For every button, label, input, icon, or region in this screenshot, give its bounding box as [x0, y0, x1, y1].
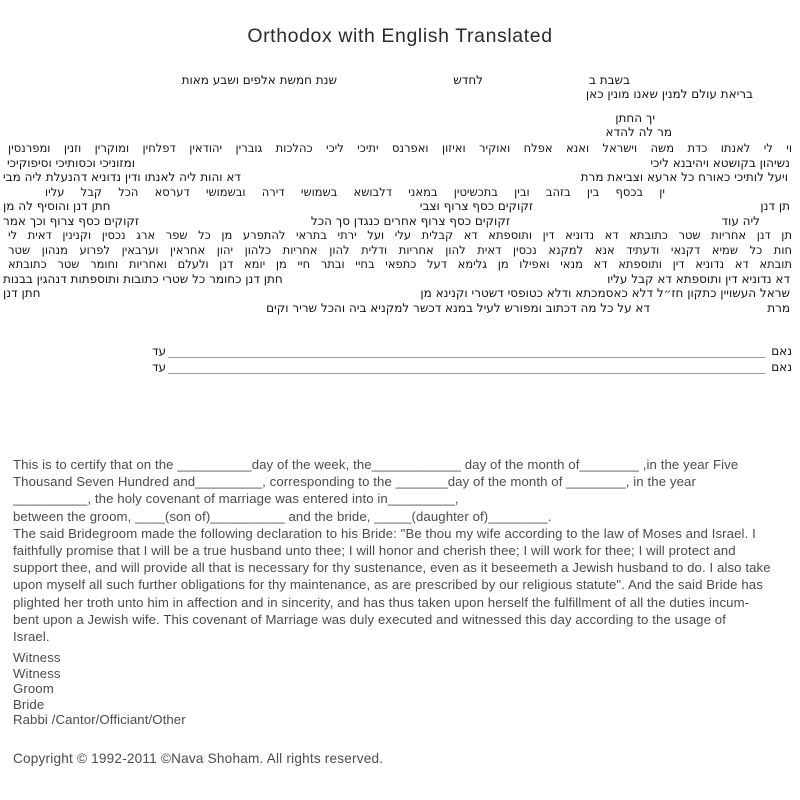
hebrew-fragment: חתן דנן והוסיף לה מן — [3, 199, 111, 213]
witness-signature-line — [168, 357, 765, 358]
hebrew-property-clause: חות כל שמיא דקנאי ודעתיד אנא למקנא נכסין דאית להון אחריות ודלית להון אחריות כלהון יהון אחראין וערבאין לפרוע מנהון שטר — [8, 243, 792, 257]
hebrew-fragment: ומזוניכי וכסותיכי וסיפוקיכי — [7, 156, 135, 170]
signing-labels — [13, 650, 186, 728]
english-line: __________, the holy covenant of marriage was entered into in_________, — [13, 491, 459, 507]
witness-signing-label: Witness — [13, 650, 61, 665]
officiant-signing-label: Rabbi /Cantor/Officiant/Other — [13, 712, 186, 727]
witness-signing-label: Witness — [13, 665, 61, 681]
english-line: Israel. — [13, 629, 50, 645]
hebrew-creation-count: בריאת עולם למנין שאנו מונין כאן — [585, 87, 753, 101]
hebrew-betrothal-declaration: וי לי לאנתו כדת משה וישראל ואנא אפלח ואוקיר ואיזון ואפרנס יתיכי ליכי כהלכות גוברין יהודאין דפלחין ומוקרין וזנין ומפרנסין — [8, 141, 792, 155]
hebrew-bride-reference: מרת — [767, 301, 790, 315]
english-line: support thee, and will provide all that is necessary for thy sustenance, even as it beseemeth a Jewish husband to do. I also take — [13, 560, 771, 576]
hebrew-fragment: נשיהון בקושטא ויהיבנא ליכי — [650, 156, 790, 170]
hebrew-date-shabbat: בשבת ב — [588, 73, 630, 87]
english-line: This is to certify that on the __________day of the week, the____________ day of the month of________ ,in the year Five — [13, 457, 739, 472]
english-translation — [13, 456, 791, 645]
bride-signing-label: Bride — [13, 696, 45, 712]
witness-label: עד — [152, 360, 167, 374]
hebrew-said-to-bride: מר לה להדא — [605, 125, 672, 139]
hebrew-fragment: ליה עוד — [721, 214, 760, 228]
copyright-notice: Copyright © 1992-2011 ©Nava Shoham. All rights reserved. — [13, 751, 384, 766]
hebrew-fragment: דא נדוניא דין ותוספתא דא קבל עליו — [607, 272, 790, 286]
english-line: The said Bridegroom made the following declaration to his Bride: "Be thou my wife according to the law of Moses and Israel. I — [13, 525, 756, 541]
hebrew-groom-reference: חתן דנן — [3, 286, 41, 300]
hebrew-dowry-items: ין בכסף בין בזהב ובין בתכשיטין במאני דלבושא בשמושי דירה ובשמושי דערסא הכל קבל עליו — [45, 185, 665, 199]
document-title: Orthodox with English Translated — [247, 25, 553, 47]
hebrew-date-year: שנת חמשת אלפים ושבע מאות — [181, 73, 337, 87]
english-line: between the groom, ____(son of)__________ and the bride, _____(daughter of)________. — [13, 508, 552, 524]
signed-by-label: נאם — [771, 360, 792, 374]
english-line: bent upon a Jewish wife. This covenant of Marriage was duly executed and witnessed this day according to the usage of — [13, 611, 727, 627]
signed-by-label: נאם — [771, 344, 792, 358]
hebrew-guarantee-clause: תובתא דא נדוניא דין ותוספתא דא מנאי ואפילו מן גלימא דעל כתפאי בחיי ובתר חיי מן יומא דנן ולעלם ואחריות וחומר שטר כתובתא — [8, 257, 792, 271]
hebrew-groom-intro: יך החתן — [615, 111, 655, 125]
hebrew-closing-clause: דא על כל מה דכתוב ומפורש לעיל במנא דכשר למקניא ביה והכל שריר וקים — [266, 301, 650, 315]
hebrew-total-zekukim: זקוקים כסף צרוף אחרים כנגדן סך הכל — [310, 214, 510, 228]
hebrew-fragment: דא והות ליה לאנתו ודין נדוניא דהנעלת ליה מבי — [3, 170, 241, 184]
hebrew-silver-zekukim: זקוקים כסף צרוף וצבי — [419, 199, 533, 213]
witness-signature-line — [168, 373, 765, 374]
hebrew-takanah-clause: שראל העשויין כתקון חז״ל דלא כאסמכתא ודלא כטופסי דשטרי וקנינא מן — [420, 286, 790, 300]
hebrew-fragment: תן דנן — [760, 199, 790, 213]
english-line: upon myself all such further obligations for thy maintenance, as are prescribed by our religious statute". And the said Bride has — [13, 577, 763, 593]
english-line: Thousand Seven Hundred and_________, corresponding to the _______day of the month of ________, in the year — [13, 474, 696, 490]
english-line: plighted her troth unto him in affection and in sincerity, and has thus taken upon herself the fulfillment of all the duties incum- — [13, 594, 750, 610]
hebrew-fragment: זקוקים כסף צרוף וכך אמר — [3, 214, 140, 228]
english-line: faithfully promise that I will be a true husband unto thee; I will honor and cherish thee; I will work for thee; I will protect and — [13, 543, 736, 559]
witness-label: עד — [152, 344, 167, 358]
groom-signing-label: Groom — [13, 681, 54, 696]
hebrew-date-month-label: לחדש — [453, 73, 483, 87]
hebrew-fragment: חתן דנן כחומר כל שטרי כתובות ותוספתות דנהגין בבנות — [3, 272, 283, 286]
hebrew-surety-clause: תן דנן אחריות שטר כתובתא דא נדוניא דין ותוספתא דא קבלית עלי ועל ירתי בתראי להתפרע מן כל שפר ארג נכסין וקנינין דאית לי — [8, 228, 792, 242]
hebrew-fragment: ויעל לותיכי כאורח כל ארעא וצביאת מרת — [580, 170, 788, 184]
